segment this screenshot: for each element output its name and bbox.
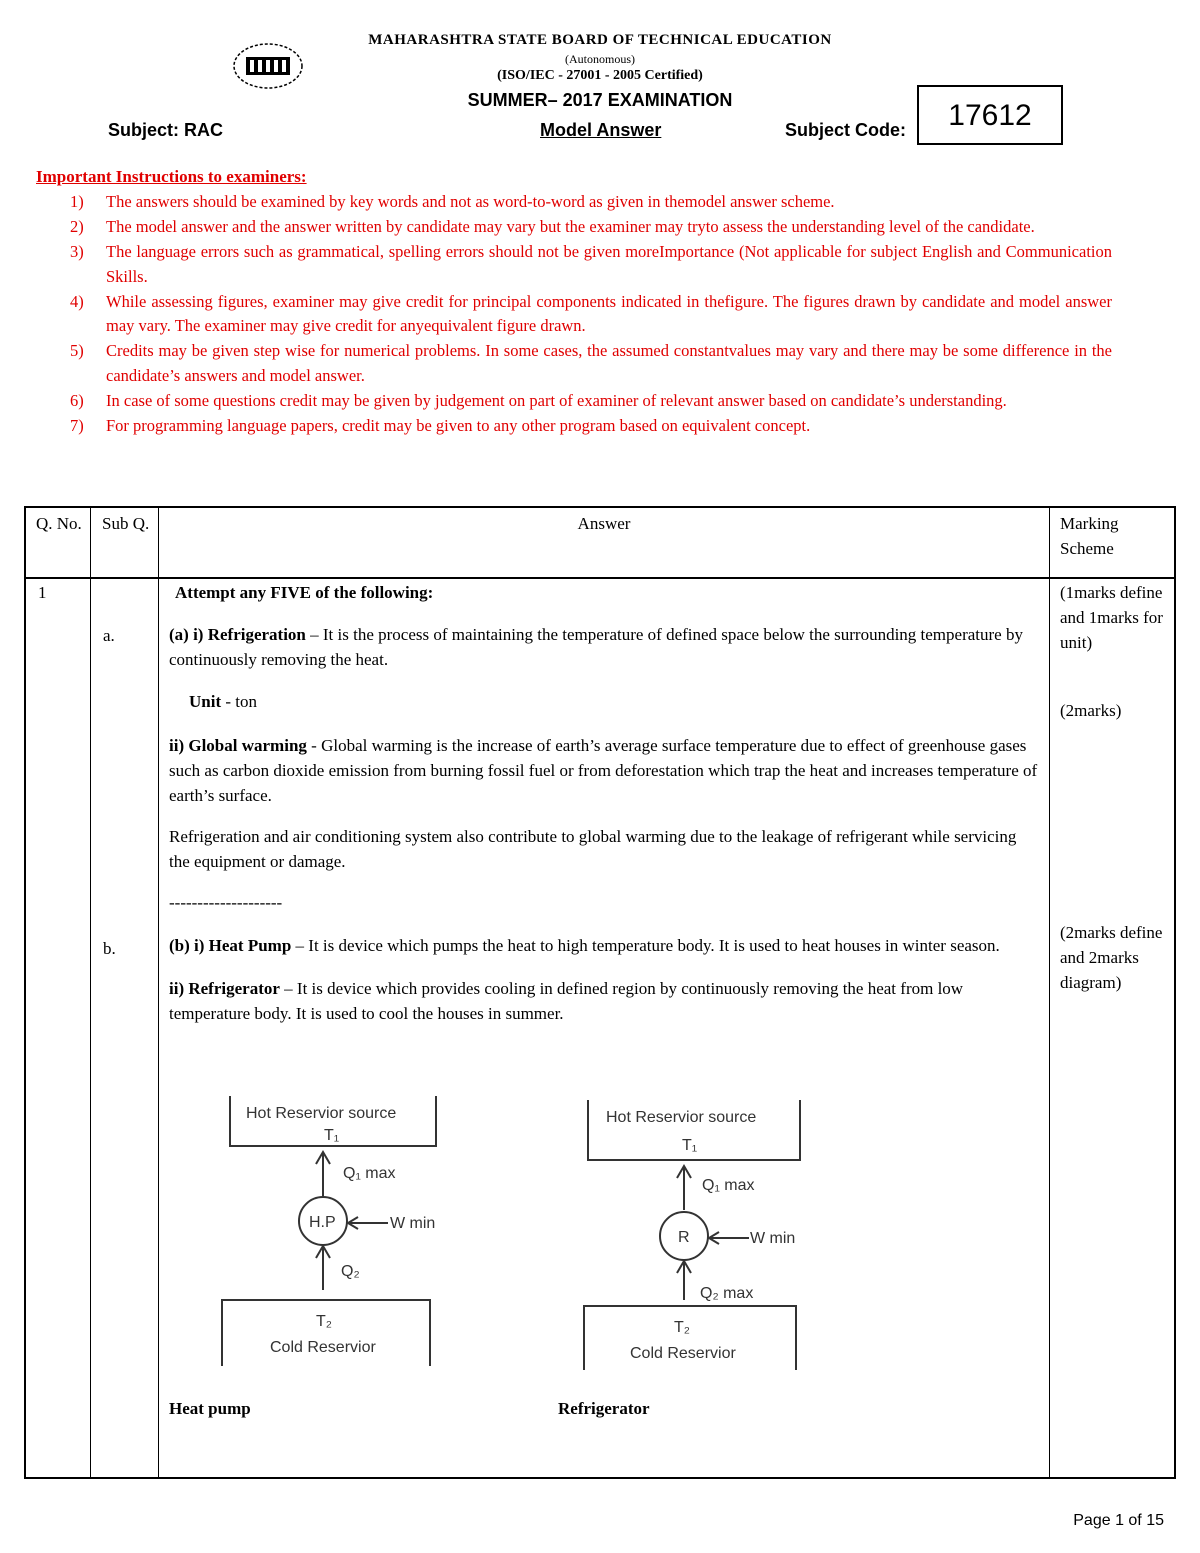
hp-q1-label: Q₁ max (343, 1165, 396, 1182)
header-marking: Marking Scheme (1060, 514, 1119, 558)
caption-heat-pump: Heat pump (169, 1399, 251, 1418)
answer-a-rac: Refrigeration and air conditioning system also contribute to global warming due to the leakage of refrigerant while servicing the equipment or damage. (169, 827, 1017, 871)
hp-t1-label: T₁ (324, 1127, 340, 1144)
instruction-item: 1) The answers should be examined by key words and not as word-to-word as given in themodel answer scheme. (70, 192, 835, 211)
instructions-title: Important Instructions to examiners: (36, 167, 307, 186)
instruction-item: 2) The model answer and the answer written by candidate may vary but the examiner may tryto assess the understanding level of the candidate. (70, 217, 1035, 236)
heat-pump-diagram (206, 1076, 476, 1376)
instruction-item: 5) Credits may be given step wise for numerical problems. In some cases, the assumed constantvalues may vary and there may be some difference in the candidate’s answers and model answer. (70, 341, 1112, 385)
instruction-item: 4) While assessing figures, examiner may give credit for principal components indicated in thefigure. The figures drawn by candidate and model answer may vary. The examiner may give credit for anyequivalent figure drawn. (70, 291, 1112, 335)
attempt-heading: Attempt any FIVE of the following: (175, 583, 434, 602)
hp-cold-label: Cold Reservior (270, 1339, 376, 1356)
ref-t2-label: T₂ (674, 1319, 690, 1336)
subject-label: Subject: RAC (108, 120, 224, 140)
instruction-item: 7) For programming language papers, credit may be given to any other program based on equivalent concept. (70, 415, 811, 435)
answer-b-refrigerator: ii) Refrigerator – It is device which provides cooling in defined region by continuously removing the heat from low temperature body. It is used to cool the houses in summer. (169, 979, 964, 1023)
ref-hot-label: Hot Reservior source (606, 1109, 757, 1126)
hp-w-label: W min (390, 1215, 436, 1232)
answer-a-global-warming: ii) Global warming - Global warming is the increase of earth’s average surface temperature due to effect of greenhouse gases such as carbon dioxide emission from burning fossil fuel or from deforestation which trap the heat and increases temperature of earth’s surface. (169, 736, 1038, 805)
question-number: 1 (38, 583, 47, 602)
instruction-item: 6) In case of some questions credit may be given by judgement on part of examiner of relevant answer based on candidate’s understanding. (70, 390, 1007, 410)
ref-q2-label: Q₂ max (700, 1285, 754, 1302)
marking-a2: (2marks) (1060, 701, 1122, 720)
col-divider (1049, 508, 1050, 1477)
autonomous-label: (Autonomous) (565, 52, 635, 66)
col-divider (158, 508, 159, 1477)
instructions-list (36, 190, 1112, 439)
instruction-item: 3) The language errors such as grammatical, spelling errors should not be given moreImportance (Not applicable for subject English and Communication Skills. (70, 242, 1112, 286)
board-name: MAHARASHTRA STATE BOARD OF TECHNICAL EDUCATION (368, 32, 832, 48)
ref-w-label: W min (750, 1230, 796, 1247)
hp-q2-label: Q₂ (341, 1263, 360, 1280)
ref-center-label: R (678, 1229, 690, 1246)
sub-question-a: a. (103, 626, 115, 645)
hp-center-label: H.P (309, 1214, 336, 1231)
answer-a-refrigeration: (a) i) Refrigeration – It is the process of maintaining the temperature of defined space below the surrounding temperature by continuously removing the heat. (169, 625, 1023, 669)
hp-hot-label: Hot Reservior source (246, 1105, 397, 1122)
header-qno: Q. No. (36, 514, 82, 533)
sub-question-b: b. (103, 939, 116, 958)
marking-a1: (1marks define and 1marks for unit) (1060, 583, 1163, 652)
subject-code-box: 17612 (917, 85, 1063, 145)
refrigerator-diagram (574, 1080, 844, 1380)
ref-t1-label: T₁ (682, 1137, 698, 1154)
marking-b: (2marks define and 2marks diagram) (1060, 923, 1163, 992)
iso-label: (ISO/IEC - 27001 - 2005 Certified) (497, 68, 703, 83)
answer-a-unit: Unit - ton (189, 692, 258, 711)
caption-refrigerator: Refrigerator (558, 1399, 650, 1418)
answer-table (24, 506, 1176, 1479)
answer-b-heat-pump: (b) i) Heat Pump – It is device which pumps the heat to high temperature body. It is used to heat houses in winter season. (169, 936, 1000, 955)
col-divider (90, 508, 91, 1477)
hp-t2-label: T₂ (316, 1313, 332, 1330)
page-number: Page 1 of 15 (1073, 1512, 1164, 1529)
ref-q1-label: Q₁ max (702, 1177, 755, 1194)
subject-code-label: Subject Code: (785, 120, 907, 140)
answer-body (169, 580, 1039, 1026)
ref-cold-label: Cold Reservior (630, 1345, 736, 1362)
header-divider (26, 577, 1174, 579)
header-answer: Answer (577, 514, 631, 533)
exam-title: SUMMER– 2017 EXAMINATION (467, 90, 733, 110)
dashed-separator: -------------------- (169, 893, 283, 912)
model-answer-label: Model Answer (540, 120, 662, 140)
header-subq: Sub Q. (102, 514, 150, 533)
